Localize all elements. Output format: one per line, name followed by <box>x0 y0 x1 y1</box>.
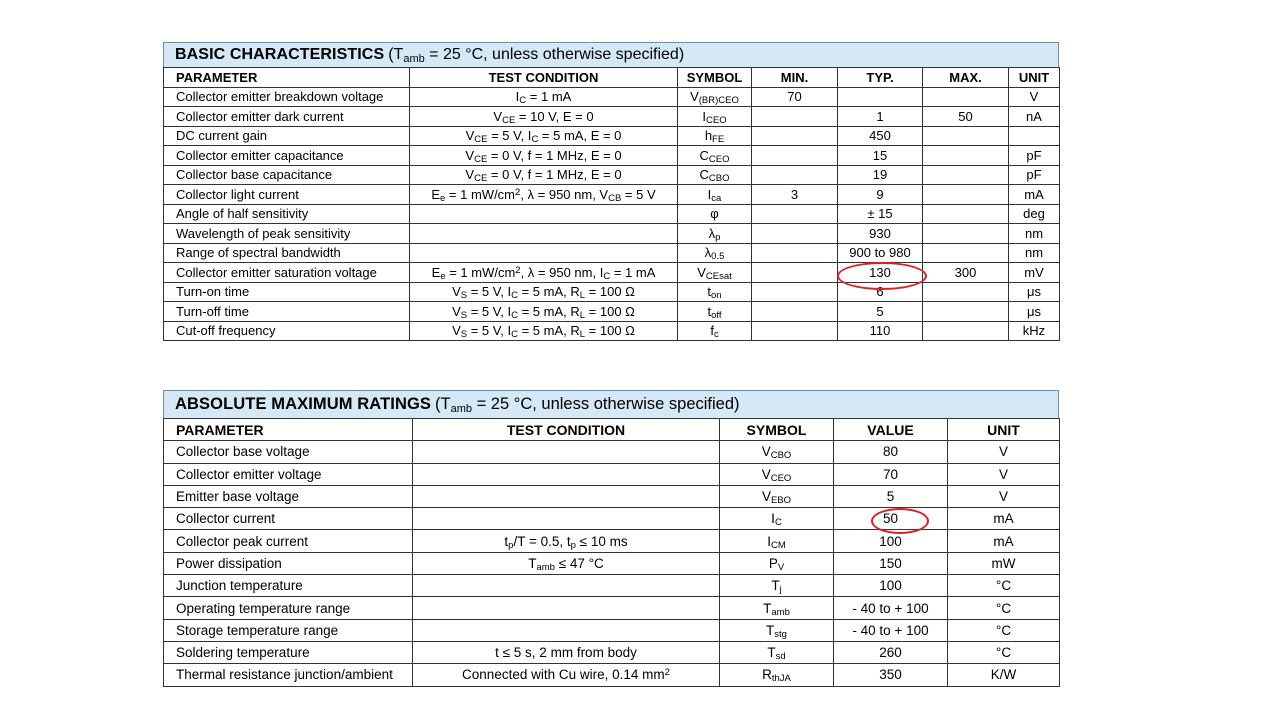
cell-symbol: $t_{off}$ <box>678 302 752 322</box>
cell-symbol: $I_{CM}$ <box>720 530 834 552</box>
cell-parameter: Storage temperature range <box>164 619 413 641</box>
cell-typ: 15 <box>838 146 923 166</box>
table-row <box>164 243 1060 263</box>
cell-parameter: Collector emitter capacitance <box>164 146 410 166</box>
title-condition: ($T_{amb} = 25$ °C, unless otherwise specified) <box>388 46 685 65</box>
cell-max <box>923 126 1009 146</box>
cell-unit: V <box>948 485 1060 507</box>
cell-symbol: $I_C$ <box>720 508 834 530</box>
table-row <box>164 282 1060 302</box>
cell-symbol: $I_{ca}$ <box>678 185 752 205</box>
cell-parameter: Power dissipation <box>164 552 413 574</box>
table-row <box>164 224 1060 244</box>
col-header-max: MAX. <box>923 68 1009 88</box>
cell-value: 150 <box>834 552 948 574</box>
cell-test-condition: $V_{CE} = 10$ V, E = 0 <box>410 107 678 127</box>
cell-symbol: φ <box>678 204 752 224</box>
col-header-test-condition: TEST CONDITION <box>413 419 720 441</box>
cell-max: 50 <box>923 107 1009 127</box>
cell-test-condition: $V_{CE} = 0$ V, f = 1 MHz, E = 0 <box>410 165 678 185</box>
cell-max <box>923 185 1009 205</box>
cell-max <box>923 321 1009 341</box>
cell-test-condition <box>413 619 720 641</box>
cell-parameter: Turn-on time <box>164 282 410 302</box>
cell-min <box>752 126 838 146</box>
col-header-parameter: PARAMETER <box>164 419 413 441</box>
cell-max <box>923 146 1009 166</box>
cell-symbol: $C_{CBO}$ <box>678 165 752 185</box>
cell-unit: V <box>1009 87 1060 107</box>
cell-unit: μs <box>1009 302 1060 322</box>
cell-parameter: Collector emitter breakdown voltage <box>164 87 410 107</box>
cell-value: - 40 to + 100 <box>834 619 948 641</box>
table-row <box>164 508 1060 530</box>
header-row <box>164 68 1060 88</box>
title-bold: ABSOLUTE MAXIMUM RATINGS <box>175 395 431 413</box>
table-row <box>164 641 1060 663</box>
cell-typ: 19 <box>838 165 923 185</box>
cell-unit: pF <box>1009 165 1060 185</box>
cell-value: 100 <box>834 575 948 597</box>
table-row <box>164 185 1060 205</box>
cell-parameter: Collector emitter voltage <box>164 463 413 485</box>
cell-unit: V <box>948 463 1060 485</box>
cell-test-condition <box>413 508 720 530</box>
cell-value: 100 <box>834 530 948 552</box>
table-row <box>164 204 1060 224</box>
cell-max: 300 <box>923 263 1009 283</box>
cell-max <box>923 302 1009 322</box>
table-row <box>164 463 1060 485</box>
cell-symbol: $T_j$ <box>720 575 834 597</box>
cell-typ: 900 to 980 <box>838 243 923 263</box>
cell-unit <box>1009 126 1060 146</box>
cell-symbol: $T_{sd}$ <box>720 641 834 663</box>
header-row <box>164 419 1060 441</box>
cell-parameter: Collector emitter saturation voltage <box>164 263 410 283</box>
cell-parameter: Junction temperature <box>164 575 413 597</box>
cell-value: 5 <box>834 485 948 507</box>
cell-parameter: Collector base capacitance <box>164 165 410 185</box>
cell-test-condition <box>413 485 720 507</box>
cell-value: - 40 to + 100 <box>834 597 948 619</box>
table-row <box>164 302 1060 322</box>
cell-min <box>752 243 838 263</box>
col-header-test-condition: TEST CONDITION <box>410 68 678 88</box>
cell-symbol: $P_V$ <box>720 552 834 574</box>
cell-unit: mA <box>1009 185 1060 205</box>
cell-symbol: $V_{CEO}$ <box>720 463 834 485</box>
cell-unit: deg <box>1009 204 1060 224</box>
table-row <box>164 87 1060 107</box>
cell-parameter: Collector emitter dark current <box>164 107 410 127</box>
cell-unit: °C <box>948 597 1060 619</box>
basic-characteristics-table <box>163 42 1059 341</box>
cell-parameter: Collector peak current <box>164 530 413 552</box>
cell-min: 70 <box>752 87 838 107</box>
table-row <box>164 441 1060 463</box>
table-row <box>164 263 1060 283</box>
cell-typ: 1 <box>838 107 923 127</box>
table-row <box>164 146 1060 166</box>
cell-value: 50 <box>834 508 948 530</box>
cell-parameter: Soldering temperature <box>164 641 413 663</box>
cell-unit: kHz <box>1009 321 1060 341</box>
cell-parameter: Thermal resistance junction/ambient <box>164 664 413 686</box>
table-row <box>164 619 1060 641</box>
col-header-value: VALUE <box>834 419 948 441</box>
cell-max <box>923 165 1009 185</box>
cell-min <box>752 302 838 322</box>
cell-parameter: Range of spectral bandwidth <box>164 243 410 263</box>
cell-unit: μs <box>1009 282 1060 302</box>
cell-parameter: Collector base voltage <box>164 441 413 463</box>
cell-parameter: Turn-off time <box>164 302 410 322</box>
cell-test-condition <box>413 441 720 463</box>
cell-max <box>923 243 1009 263</box>
cell-typ: 110 <box>838 321 923 341</box>
cell-symbol: $R_{thJA}$ <box>720 664 834 686</box>
cell-test-condition: $V_{CE} = 5$ V, $I_C = 5$ mA, E = 0 <box>410 126 678 146</box>
cell-symbol: $T_{stg}$ <box>720 619 834 641</box>
table-row <box>164 552 1060 574</box>
cell-test-condition <box>413 575 720 597</box>
cell-parameter: Collector light current <box>164 185 410 205</box>
col-header-min: MIN. <box>752 68 838 88</box>
cell-typ: 450 <box>838 126 923 146</box>
cell-parameter: Angle of half sensitivity <box>164 204 410 224</box>
cell-value: 80 <box>834 441 948 463</box>
cell-unit: pF <box>1009 146 1060 166</box>
cell-parameter: DC current gain <box>164 126 410 146</box>
cell-unit: mW <box>948 552 1060 574</box>
cell-test-condition <box>410 224 678 244</box>
cell-unit: mV <box>1009 263 1060 283</box>
cell-min <box>752 321 838 341</box>
col-header-unit: UNIT <box>1009 68 1060 88</box>
cell-symbol: $\lambda_p$ <box>678 224 752 244</box>
cell-parameter: Operating temperature range <box>164 597 413 619</box>
cell-test-condition: $T_{amb} \le 47$ °C <box>413 552 720 574</box>
cell-unit: K/W <box>948 664 1060 686</box>
cell-test-condition <box>413 463 720 485</box>
cell-test-condition: $V_S = 5$ V, $I_C = 5$ mA, $R_L = 100$ Ω <box>410 302 678 322</box>
cell-min <box>752 146 838 166</box>
cell-typ: 9 <box>838 185 923 205</box>
table-row <box>164 530 1060 552</box>
table-row <box>164 107 1060 127</box>
table-row <box>164 597 1060 619</box>
cell-symbol: $V_{(BR)CEO}$ <box>678 87 752 107</box>
col-header-parameter: PARAMETER <box>164 68 410 88</box>
cell-test-condition <box>410 204 678 224</box>
cell-symbol: $t_{on}$ <box>678 282 752 302</box>
cell-test-condition: $E_e = 1$ $mW/cm^2$, λ = 950 nm, $I_C = 1$ mA <box>410 263 678 283</box>
cell-unit: mA <box>948 508 1060 530</box>
cell-max <box>923 282 1009 302</box>
cell-typ: ± 15 <box>838 204 923 224</box>
cell-typ <box>838 87 923 107</box>
cell-unit: V <box>948 441 1060 463</box>
cell-max <box>923 204 1009 224</box>
cell-unit: nm <box>1009 224 1060 244</box>
cell-max <box>923 87 1009 107</box>
table-row <box>164 126 1060 146</box>
cell-test-condition: $V_S = 5$ V, $I_C = 5$ mA, $R_L = 100$ Ω <box>410 321 678 341</box>
cell-min <box>752 224 838 244</box>
cell-test-condition: $V_{CE} = 0$ V, f = 1 MHz, E = 0 <box>410 146 678 166</box>
cell-unit: °C <box>948 641 1060 663</box>
title-condition: ($T_{amb} = 25$ °C, unless otherwise specified) <box>435 395 740 415</box>
cell-value: 70 <box>834 463 948 485</box>
cell-min <box>752 165 838 185</box>
cell-unit: °C <box>948 575 1060 597</box>
cell-test-condition: Connected with Cu wire, 0.14 $mm^2$ <box>413 664 720 686</box>
characteristics-grid <box>163 67 1060 341</box>
table-title <box>163 42 1059 67</box>
table-row <box>164 664 1060 686</box>
cell-test-condition: $t_p/T = 0.5$, $t_p \le 10$ ms <box>413 530 720 552</box>
cell-typ: 930 <box>838 224 923 244</box>
cell-value: 350 <box>834 664 948 686</box>
cell-symbol: $f_c$ <box>678 321 752 341</box>
table-row <box>164 575 1060 597</box>
cell-symbol: $C_{CEO}$ <box>678 146 752 166</box>
cell-test-condition: t ≤ 5 s, 2 mm from body <box>413 641 720 663</box>
cell-test-condition <box>410 243 678 263</box>
cell-min: 3 <box>752 185 838 205</box>
cell-test-condition: $E_e = 1$ $mW/cm^2$, λ = 950 nm, $V_{CB} = 5$ V <box>410 185 678 205</box>
cell-parameter: Wavelength of peak sensitivity <box>164 224 410 244</box>
cell-unit: mA <box>948 530 1060 552</box>
cell-symbol: $V_{CBO}$ <box>720 441 834 463</box>
table-row <box>164 321 1060 341</box>
table-title <box>163 390 1059 418</box>
cell-value: 260 <box>834 641 948 663</box>
cell-parameter: Cut-off frequency <box>164 321 410 341</box>
cell-min <box>752 107 838 127</box>
cell-symbol: $V_{CEsat}$ <box>678 263 752 283</box>
cell-typ: 130 <box>838 263 923 283</box>
cell-typ: 5 <box>838 302 923 322</box>
cell-symbol: $I_{CEO}$ <box>678 107 752 127</box>
cell-unit: nm <box>1009 243 1060 263</box>
red-annotation-circle <box>871 508 929 534</box>
cell-unit: nA <box>1009 107 1060 127</box>
cell-parameter: Collector current <box>164 508 413 530</box>
cell-unit: °C <box>948 619 1060 641</box>
cell-min <box>752 263 838 283</box>
cell-test-condition: $V_S = 5$ V, $I_C = 5$ mA, $R_L = 100$ Ω <box>410 282 678 302</box>
cell-symbol: $V_{EBO}$ <box>720 485 834 507</box>
col-header-symbol: SYMBOL <box>720 419 834 441</box>
cell-parameter: Emitter base voltage <box>164 485 413 507</box>
cell-test-condition: $I_C = 1$ mA <box>410 87 678 107</box>
cell-max <box>923 224 1009 244</box>
cell-symbol: $\lambda_{0.5}$ <box>678 243 752 263</box>
table-row <box>164 485 1060 507</box>
cell-typ: 6 <box>838 282 923 302</box>
col-header-unit: UNIT <box>948 419 1060 441</box>
absolute-maximum-ratings-table <box>163 390 1059 687</box>
ratings-grid <box>163 418 1060 687</box>
col-header-typ: TYP. <box>838 68 923 88</box>
col-header-symbol: SYMBOL <box>678 68 752 88</box>
cell-symbol: $T_{amb}$ <box>720 597 834 619</box>
title-bold: BASIC CHARACTERISTICS <box>175 46 385 63</box>
cell-test-condition <box>413 597 720 619</box>
table-row <box>164 165 1060 185</box>
cell-min <box>752 282 838 302</box>
cell-symbol: $h_{FE}$ <box>678 126 752 146</box>
cell-min <box>752 204 838 224</box>
